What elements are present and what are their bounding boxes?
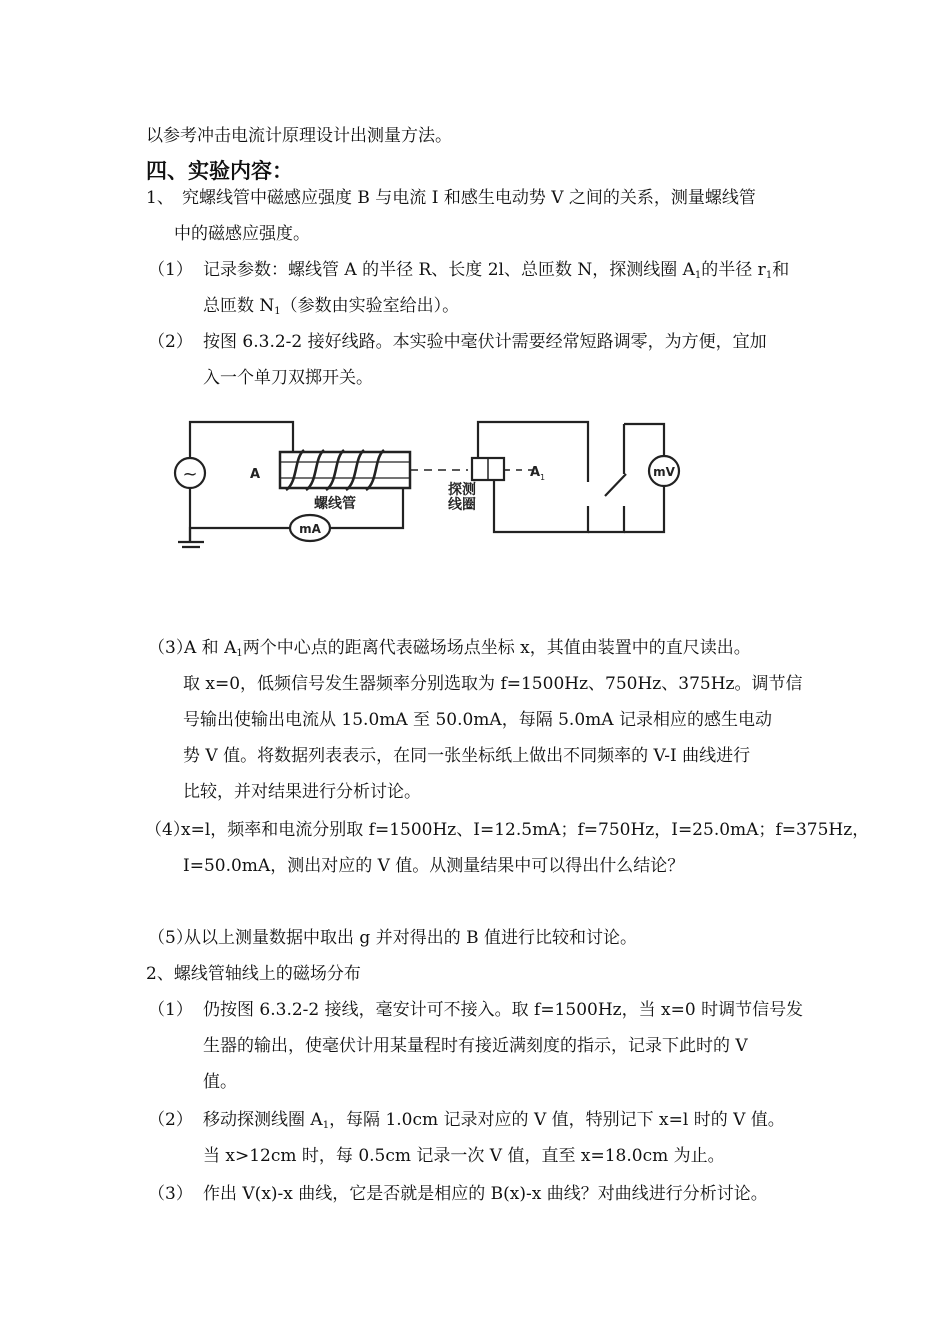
part1-title-line1 xyxy=(146,180,816,216)
p1-step4-line1 xyxy=(145,812,870,848)
p1-step2-line2 xyxy=(203,360,873,396)
p1-step1-label: （1） xyxy=(148,260,193,280)
p1-step3-line1 xyxy=(148,630,818,666)
p1-step1-text-c: 和 xyxy=(772,260,790,280)
p1-step3-line4 xyxy=(183,738,853,774)
p1-step3-text-3: 号输出使输出电流从 15.0mA 至 50.0mA，每隔 5.0mA 记录相应的感生电动 xyxy=(183,710,772,730)
wire-to-mv-bottom xyxy=(624,484,664,532)
switch-blade xyxy=(605,474,626,496)
p2-step1-text-3: 值。 xyxy=(203,1072,237,1092)
p1-step3-text-4: 势 V 值。将数据列表表示，在同一张坐标纸上做出不同频率的 V-I 曲线进行 xyxy=(183,746,751,766)
p2-step3-line1 xyxy=(148,1176,818,1212)
p1-step3-label: （3） xyxy=(148,638,193,658)
intro-line xyxy=(146,118,816,154)
p2-step2-line2 xyxy=(203,1138,873,1174)
p2-step1-line2 xyxy=(203,1028,873,1064)
p1-step1-text-e: （参数由实验室给出）。 xyxy=(280,296,460,316)
p1-step4-line2 xyxy=(183,848,853,884)
p1-step1-text-b: 的半径 r xyxy=(701,260,766,280)
p1-step1-line1 xyxy=(148,252,818,288)
p1-step1-sub-c: 1 xyxy=(274,306,281,317)
p1-step3-sub: 1 xyxy=(236,648,243,659)
solenoid-coils xyxy=(286,450,384,490)
p1-step4-text-1: x=l，频率和电流分别取 f=1500Hz、I=12.5mA；f=750Hz，I=25.0mA；f=375Hz， xyxy=(181,820,870,840)
part1-title-line2 xyxy=(174,216,844,252)
p2-step2-text-2: 当 x>12cm 时，每 0.5cm 记录一次 V 值，直至 x=18.0cm 为止。 xyxy=(203,1146,725,1166)
p1-step1-text-a: 记录参数：螺线管 A 的半径 R、长度 2l、总匝数 N，探测线圈 A xyxy=(203,260,695,280)
label-probe-1: 探测 xyxy=(448,482,476,498)
p2-step1-text-2: 生器的输出，使毫伏计用某量程时有接近满刻度的指示，记录下此时的 V xyxy=(203,1036,748,1056)
p1-step3-text-b: 两个中心点的距离代表磁场场点坐标 x，其值由装置中的直尺读出。 xyxy=(242,638,751,658)
p2-step2-sub: 1 xyxy=(322,1120,330,1131)
p1-step2-label: （2） xyxy=(148,332,193,352)
p2-step2-label: （2） xyxy=(148,1110,193,1130)
p2-step2-text-a: 移动探测线圈 A xyxy=(203,1110,323,1130)
p1-step5-text: 从以上测量数据中取出 g 并对得出的 B 值进行比较和讨论。 xyxy=(184,928,637,948)
milliammeter-label: mA xyxy=(299,522,321,536)
part1-title-text-2: 中的磁感应强度。 xyxy=(174,224,310,244)
p1-step2-text-1: 按图 6.3.2-2 接好线路。本实验中毫伏计需要经常短路调零，为方便，宜加 xyxy=(203,332,767,352)
p2-step2-line1 xyxy=(148,1102,818,1138)
part2-title-text: 2、螺线管轴线上的磁场分布 xyxy=(146,964,361,984)
p1-step4-text-2: I=50.0mA，测出对应的 V 值。从测量结果中可以得出什么结论？ xyxy=(183,856,685,876)
section-title-text: 四、实验内容： xyxy=(146,159,293,183)
p2-step1-line3 xyxy=(203,1064,873,1100)
circuit-diagram xyxy=(168,410,698,570)
p2-step3-text-1: 作出 V(x)-x 曲线，它是否就是相应的 B(x)-x 曲线？对曲线进行分析讨论。 xyxy=(203,1184,768,1204)
wire-probe-bottom xyxy=(494,480,588,532)
label-probe-A1-sub: 1 xyxy=(540,473,546,482)
label-solenoid-A: A xyxy=(250,467,261,482)
p1-step1-sub-a: 1 xyxy=(694,270,702,281)
wire-top-left xyxy=(190,422,293,458)
part1-number: 1、 xyxy=(146,188,174,208)
p1-step5-line1 xyxy=(148,920,818,956)
p1-step1-line2 xyxy=(203,288,873,324)
p2-step2-text-b: ，每隔 1.0cm 记录对应的 V 值，特别记下 x=l 时的 V 值。 xyxy=(329,1110,785,1130)
p1-step1-text-d: 总匝数 N xyxy=(203,296,275,316)
p1-step2-text-2: 入一个单刀双掷开关。 xyxy=(203,368,373,388)
p1-step3-text-2: 取 x=0，低频信号发生器频率分别选取为 f=1500Hz、750Hz、375Hz。调节信 xyxy=(183,674,803,694)
p2-step3-label: （3） xyxy=(148,1184,193,1204)
wire-bottom-left xyxy=(190,528,290,542)
p1-step3-line5 xyxy=(183,774,853,810)
source-symbol: ~ xyxy=(182,464,198,485)
p2-step1-label: （1） xyxy=(148,1000,193,1020)
p2-step1-line1 xyxy=(148,992,818,1028)
p1-step3-line2 xyxy=(183,666,853,702)
p1-step3-line3 xyxy=(183,702,853,738)
label-probe-2: 线圈 xyxy=(448,497,476,513)
p1-step5-label: （5） xyxy=(148,928,193,948)
p1-step3-text-5: 比较，并对结果进行分析讨论。 xyxy=(183,782,421,802)
p1-step4-label: （4） xyxy=(145,820,190,840)
p1-step3-text-a: A 和 A xyxy=(184,638,237,658)
switch-bottom-wire xyxy=(588,506,624,532)
p1-step1-sub-b: 1 xyxy=(765,270,773,281)
wire-to-mv-top xyxy=(624,424,664,458)
p2-step1-text-1: 仍按图 6.3.2-2 接线，毫安计可不接入。取 f=1500Hz，当 x=0 时调节信号发 xyxy=(203,1000,804,1020)
label-probe-A1: A xyxy=(530,465,541,480)
part1-title-text-1: 究螺线管中磁感应强度 B 与电流 I 和感生电动势 V 之间的关系，测量螺线管 xyxy=(182,188,756,208)
p1-step2-line1 xyxy=(148,324,818,360)
label-solenoid: 螺线管 xyxy=(314,496,356,512)
part2-title xyxy=(146,956,816,992)
intro-text: 以参考冲击电流计原理设计出测量方法。 xyxy=(146,126,452,146)
millivoltmeter-label: mV xyxy=(653,465,675,479)
